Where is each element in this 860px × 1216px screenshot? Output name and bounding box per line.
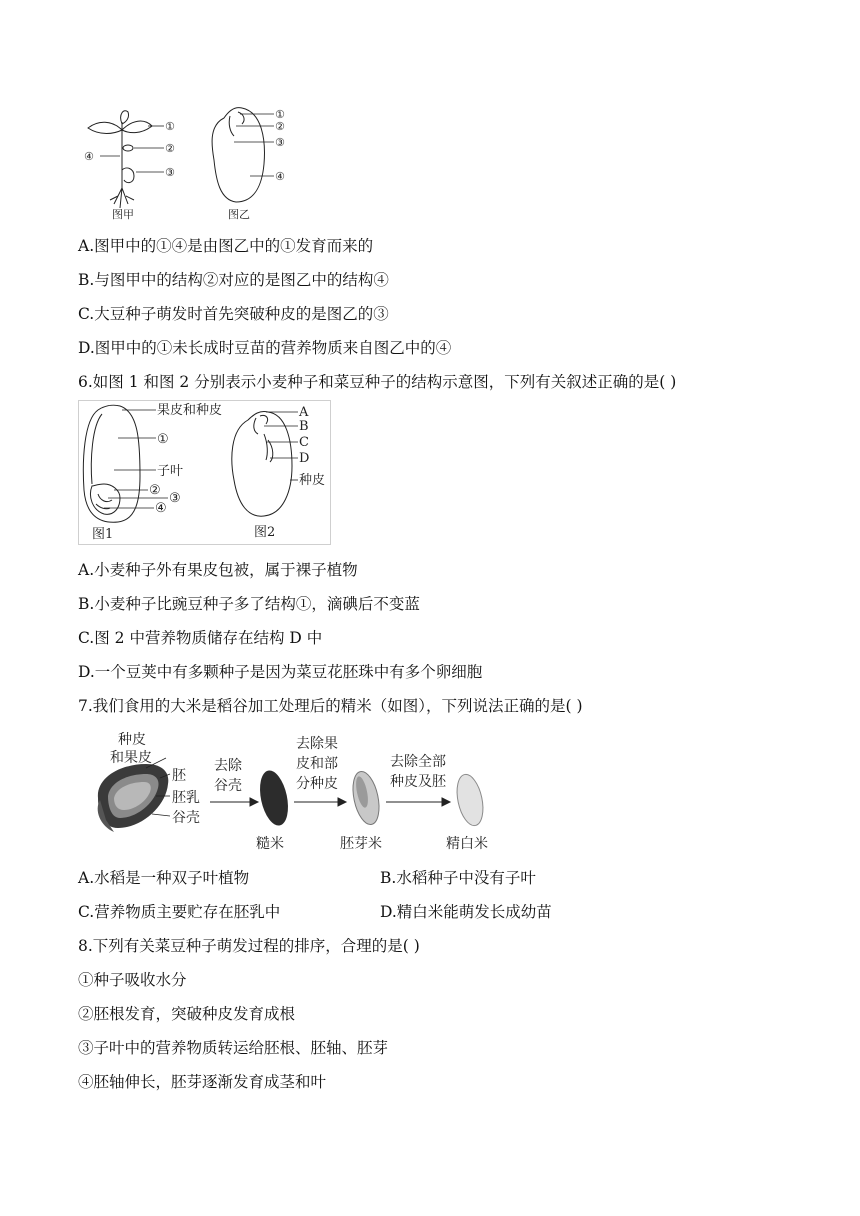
step3-line1: 去除全部	[390, 754, 446, 770]
yi-label-4: ④	[275, 170, 285, 183]
yi-label-1: ①	[275, 108, 285, 121]
fig1-label-4: ④	[155, 501, 167, 516]
white-rice-grain	[453, 772, 487, 828]
bean-seed2-drawing	[232, 411, 292, 516]
jia-label-2: ②	[165, 142, 175, 155]
rice-label-endosperm: 胚乳	[172, 790, 200, 806]
q6-figure	[78, 400, 332, 546]
bean2-leader-lines	[264, 412, 298, 480]
brown-rice-grain	[255, 768, 292, 828]
q6-option-d: D.一个豆荚中有多颗种子是因为菜豆花胚珠中有多个卵细胞	[78, 663, 483, 681]
product-white-rice: 精白米	[446, 836, 488, 852]
q7-option-b: B.水稻种子中没有子叶	[380, 869, 536, 887]
jia-label-3: ③	[165, 166, 175, 179]
fig2-label-seedcoat: 种皮	[299, 473, 326, 488]
bean-seed-drawing	[212, 108, 264, 202]
q8-step-2: ②胚根发育，突破种皮发育成根	[78, 1005, 296, 1023]
step2-line2: 皮和部	[296, 756, 338, 772]
arrow-3	[386, 798, 450, 806]
rice-label-husk: 谷壳	[172, 810, 200, 826]
yi-label-2: ②	[275, 120, 285, 133]
bean-leader-lines	[234, 114, 274, 176]
q8-step-4: ④胚轴伸长，胚芽逐渐发育成茎和叶	[78, 1073, 327, 1091]
rice-label-seedcoat: 种皮	[118, 732, 146, 748]
seedling-drawing	[88, 111, 152, 208]
q5-option-d: D.图甲中的①未长成时豆苗的营养物质来自图乙中的④	[78, 339, 452, 357]
jia-label-4: ④	[84, 150, 94, 163]
step3-line2: 种皮及胚	[390, 774, 446, 790]
q8-stem: 8.下列有关菜豆种子萌发过程的排序，合理的是( )	[78, 937, 420, 955]
q7-option-c: C.营养物质主要贮存在胚乳中	[78, 903, 281, 921]
step1-line2: 谷壳	[214, 778, 242, 794]
q5-option-a: A.图甲中的①④是由图乙中的①发育而来的	[78, 237, 374, 255]
step2-line1: 去除果	[296, 736, 338, 752]
rice-label-pericarp: 和果皮	[110, 750, 152, 766]
q5-option-b: B.与图甲中的结构②对应的是图乙中的结构④	[78, 271, 389, 289]
q6-option-b: B.小麦种子比豌豆种子多了结构①，滴碘后不变蓝	[78, 595, 420, 613]
q7-option-a: A.水稻是一种双子叶植物	[78, 869, 250, 887]
fig1-label-pericarp: 果皮和种皮	[157, 403, 223, 418]
jia-label-1: ①	[165, 120, 175, 133]
fig1-label-2: ②	[149, 483, 161, 498]
fig2-label-a: A	[299, 405, 309, 420]
q8-step-3: ③子叶中的营养物质转运给胚根、胚轴、胚芽	[78, 1039, 389, 1057]
fig2-label-b: B	[299, 419, 309, 434]
arrow-1	[210, 798, 258, 806]
q8-step-1: ①种子吸收水分	[78, 971, 187, 989]
q7-stem: 7.我们食用的大米是稻谷加工处理后的精米（如图），下列说法正确的是( )	[78, 697, 583, 715]
rice-label-embryo: 胚	[172, 768, 186, 784]
fig1-caption: 图1	[92, 527, 114, 542]
rice-grain-drawing	[98, 764, 169, 832]
fig2-caption: 图2	[254, 525, 276, 540]
fig2-label-d: D	[299, 451, 310, 466]
yi-caption: 图乙	[228, 208, 250, 221]
product-germ-rice: 胚芽米	[340, 836, 382, 852]
step1-line1: 去除	[214, 758, 242, 774]
q5-figure	[78, 104, 308, 222]
fig1-label-cotyledon: 子叶	[157, 464, 184, 479]
yi-label-3: ③	[275, 136, 285, 149]
q5-option-c: C.大豆种子萌发时首先突破种皮的是图乙的③	[78, 305, 389, 323]
wheat-seed-drawing	[83, 405, 140, 522]
fig1-label-1: ①	[157, 432, 169, 447]
product-brown-rice: 糙米	[256, 836, 284, 852]
q6-option-c: C.图 2 中营养物质储存在结构 D 中	[78, 629, 323, 647]
fig2-label-c: C	[299, 435, 309, 450]
q7-figure	[90, 728, 510, 854]
q6-option-a: A.小麦种子外有果皮包被，属于裸子植物	[78, 561, 358, 579]
jia-caption: 图甲	[112, 208, 134, 221]
arrow-2	[294, 798, 346, 806]
q6-stem: 6.如图 1 和图 2 分别表示小麦种子和菜豆种子的结构示意图，下列有关叙述正确的是( )	[78, 373, 677, 391]
fig1-label-3: ③	[169, 491, 181, 506]
q7-option-d: D.精白米能萌发长成幼苗	[380, 903, 552, 921]
step2-line3: 分种皮	[296, 776, 338, 792]
